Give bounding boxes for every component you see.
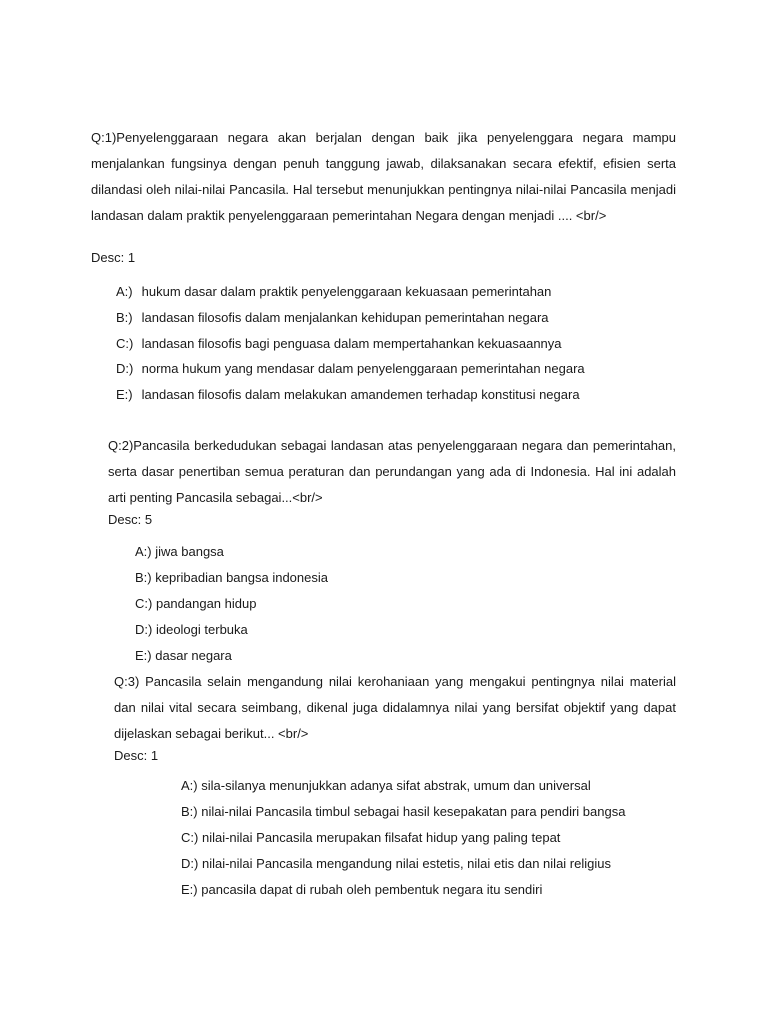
- question-1-options: [116, 279, 585, 408]
- option-e: [135, 643, 328, 669]
- option-label: D:): [116, 361, 134, 377]
- option-b: [181, 799, 625, 825]
- option-label: B:): [135, 570, 152, 585]
- question-3-desc: Desc: 1: [114, 748, 159, 763]
- option-label: D:): [181, 856, 199, 871]
- option-a: [116, 279, 585, 305]
- option-d: [116, 356, 585, 382]
- option-text: nilai-nilai Pancasila timbul sebagai hasil kesepakatan para pendiri bangsa: [201, 804, 626, 819]
- question-2-text: [108, 433, 676, 511]
- option-label: D:): [135, 622, 153, 637]
- option-text: norma hukum yang mendasar dalam penyelenggaraan pemerintahan negara: [141, 361, 585, 377]
- option-label: C:): [116, 335, 134, 351]
- option-b: [135, 565, 328, 591]
- option-text: nilai-nilai Pancasila mengandung nilai estetis, nilai etis dan nilai religius: [201, 856, 611, 871]
- option-b: [116, 305, 585, 331]
- question-1-text: [91, 125, 676, 229]
- option-text: nilai-nilai Pancasila merupakan filsafat hidup yang paling tepat: [201, 830, 561, 845]
- option-text: hukum dasar dalam praktik penyelenggaraan kekuasaan pemerintahan: [141, 284, 552, 299]
- option-e: [116, 382, 585, 408]
- option-text: landasan filosofis dalam melakukan amandemen terhadap konstitusi negara: [141, 387, 580, 403]
- option-text: landasan filosofis bagi penguasa dalam mempertahankan kekuasaannya: [141, 335, 562, 351]
- option-text: sila-silanya menunjukkan adanya sifat abstrak, umum dan universal: [201, 778, 591, 793]
- option-label: E:): [181, 882, 198, 897]
- question-2-paragraph: Q:2)Pancasila berkedudukan sebagai landasan atas penyelenggaraan negara dan pemerintahan, serta dasar penertiban semua peraturan dan perundangan yang ada di Indonesia. Hal ini adalah arti penting Pancasila sebagai...<br/>: [108, 438, 676, 505]
- question-2-options: [135, 539, 328, 669]
- question-1-paragraph: Q:1)Penyelenggaraan negara akan berjalan dengan baik jika penyelenggara negara mampu menjalankan fungsinya dengan penuh tanggung jawab, dilaksanakan secara efektif, efisien serta dilandasi oleh nilai-nilai Pancasila. Hal tersebut menunjukkan pentingnya nilai-nilai Pancasila menjadi landasan dalam praktik penyelenggaraan pemerintahan Negara dengan menjadi .... <br/>: [91, 130, 676, 223]
- question-3-paragraph: Q:3) Pancasila selain mengandung nilai kerohaniaan yang mengakui pentingnya nilai material dan nilai vital secara seimbang, dikenal juga didalamnya nilai yang bersifat objektif yang dapat dijelaskan sebagai berikut... <br/>: [114, 674, 676, 741]
- option-text: ideologi terbuka: [155, 622, 248, 637]
- option-d: [181, 851, 625, 877]
- option-text: jiwa bangsa: [155, 544, 224, 559]
- option-text: kepribadian bangsa indonesia: [155, 570, 328, 585]
- option-label: A:): [181, 778, 198, 793]
- option-label: B:): [181, 804, 198, 819]
- option-text: dasar negara: [155, 648, 232, 663]
- question-3-text: [114, 669, 676, 747]
- question-3-options: [181, 773, 625, 903]
- option-label: E:): [135, 648, 152, 663]
- option-label: A:): [116, 284, 133, 299]
- option-c: [116, 331, 585, 357]
- option-label: A:): [135, 544, 152, 559]
- option-text: pandangan hidup: [155, 596, 257, 611]
- option-c: [181, 825, 625, 851]
- option-c: [135, 591, 328, 617]
- option-text: landasan filosofis dalam menjalankan kehidupan pemerintahan negara: [141, 309, 549, 325]
- question-2-desc: Desc: 5: [108, 512, 153, 527]
- option-a: [181, 773, 625, 799]
- option-label: C:): [181, 830, 199, 845]
- option-text: pancasila dapat di rubah oleh pembentuk negara itu sendiri: [201, 882, 543, 897]
- option-e: [181, 877, 625, 903]
- option-label: B:): [116, 309, 133, 325]
- option-a: [135, 539, 328, 565]
- option-d: [135, 617, 328, 643]
- option-label: E:): [116, 387, 133, 403]
- option-label: C:): [135, 596, 153, 611]
- question-1-desc: Desc: 1: [91, 250, 136, 265]
